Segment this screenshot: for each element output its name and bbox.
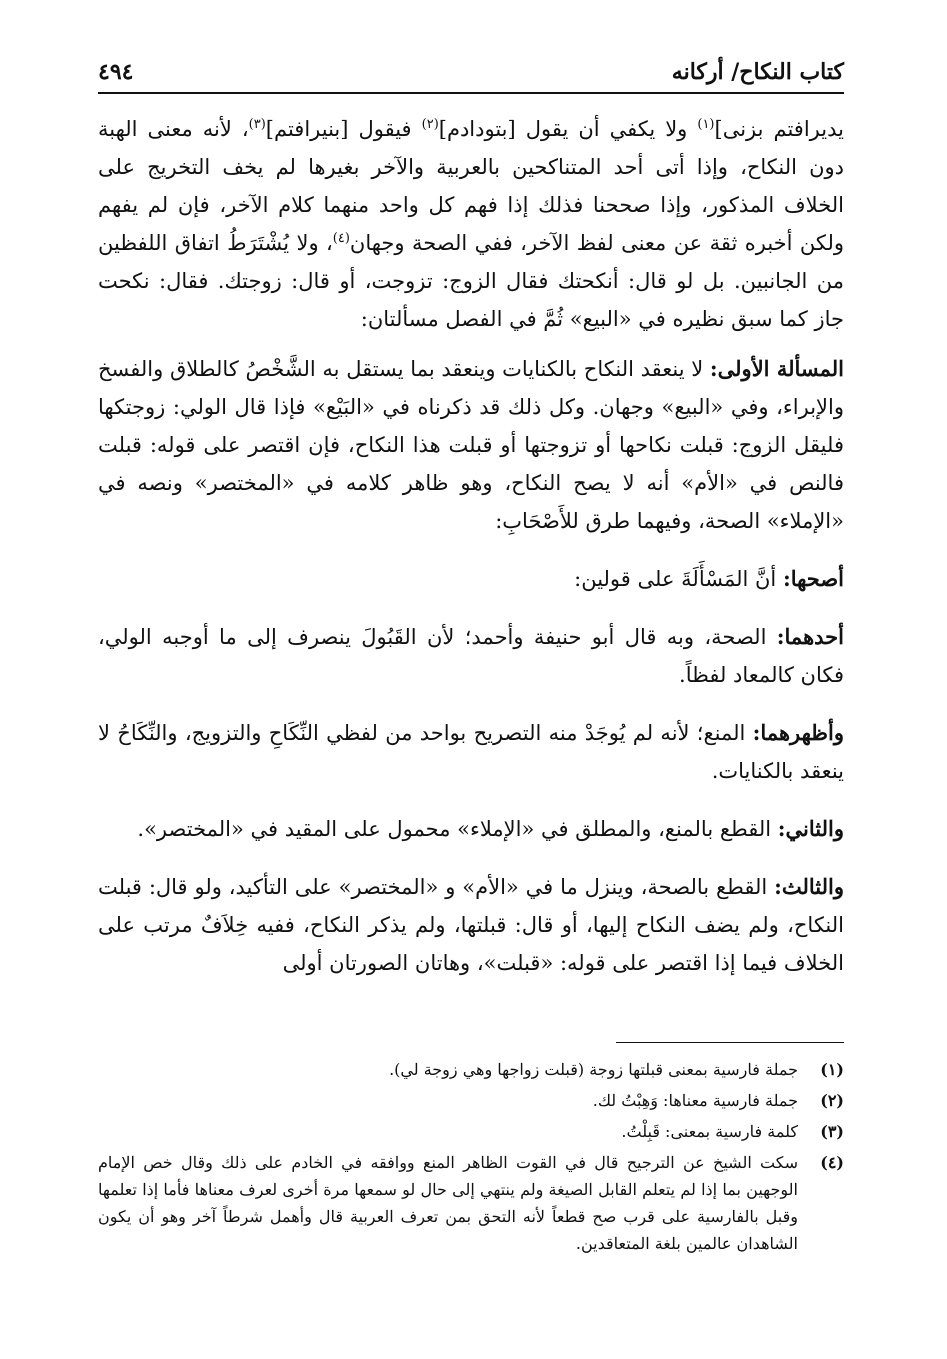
text-run: ولا يكفي أن يقول [بتودادم] [438, 117, 698, 141]
paragraph-prevailing-opinion [98, 714, 844, 790]
paragraph-third-way [98, 868, 844, 982]
footnote [98, 1118, 844, 1145]
running-header [98, 52, 844, 94]
footnote [98, 1087, 844, 1114]
paragraph-label: وأظهرهما: [752, 720, 844, 745]
paragraph-first-opinion [98, 618, 844, 694]
footnote-number: (٤) [820, 1153, 844, 1172]
paragraph-text: القطع بالمنع، والمطلق في «الإملاء» محمول على المقيد في «المختصر». [137, 817, 778, 841]
main-text [98, 110, 844, 1002]
footnote-ref: (٣) [248, 117, 266, 132]
chapter-title: كتاب النكاح/ أركانه [671, 59, 844, 85]
footnote [98, 1149, 844, 1257]
paragraph-first-issue [98, 350, 844, 540]
text-run: ، لأنه معنى الهبة دون النكاح، وإذا أتى أحد المتناكحين بالعربية والآخر بغيرها لم يخف التخريج على الخلاف المذكور، وإذا صححنا فذلك إذا فهم كل واحد منهما كلام الآخر، فإن لم يفهم ولكن أخبره ثقة عن معنى لفظ الآخر، ففي الصحة وجهان [98, 117, 844, 255]
text-run: فيقول [بنيرافتم] [265, 117, 422, 141]
paragraph-label: أصحها: [782, 566, 844, 591]
page-number: ٤٩٤ [98, 59, 134, 85]
paragraph-text: الصحة، وبه قال أبو حنيفة وأحمد؛ لأن القَبُولَ ينصرف إلى ما أوجبه الولي، فكان كالمعاد لفظاً. [98, 625, 844, 687]
paragraph-label: أحدهما: [776, 624, 844, 649]
footnote-text: جملة فارسية معناها: وَهِبْتُ لك. [592, 1091, 798, 1110]
footnote-number: (٣) [820, 1122, 844, 1141]
paragraph-soundest [98, 560, 844, 598]
paragraph-intro [98, 110, 844, 338]
paragraph-text: المنع؛ لأنه لم يُوجَدْ منه التصريح بواحد من لفظي النِّكَاحِ والتزويج، والنِّكَاحُ لا ينعقد بالكنايات. [98, 721, 844, 783]
paragraph-text: لا ينعقد النكاح بالكنايات وينعقد بما يستقل به الشَّخْصُ كالطلاق والفسخ والإبراء، وفي «البيع» وجهان. وكل ذلك قد ذكرناه في «البَيْع» فإذا قال الولي: زوجتكها فليقل الزوج: قبلت نكاحها أو تزوجتها أو قبلت هذا النكاح، فإن اقتصر على قوله: قبلت فالنص في «الأم» أنه لا يصح النكاح، وهو ظاهر كلامه في «المختصر» ونصه في «الإملاء» الصحة، وفيهما طرق للأَصْحَابِ: [98, 357, 844, 533]
footnote-number: (٢) [820, 1091, 844, 1110]
paragraph-label: والثاني: [777, 816, 844, 841]
paragraph-label: المسألة الأولى: [709, 356, 844, 381]
footnote-number: (١) [820, 1060, 844, 1079]
footnotes [98, 1056, 844, 1261]
text-run: ، ولا يُشْتَرَطُ اتفاق اللفظين من الجانبين. بل لو قال: أنكحتك فقال الزوج: تزوجت، أو قال: زوجتك. فقال: نكحت جاز كما سبق نظيره في «البيع» ثُمَّ في الفصل مسألتان: [98, 231, 844, 331]
footnote-ref: (٤) [332, 231, 350, 246]
footnote-ref: (٢) [421, 117, 439, 132]
footnote-ref: (١) [697, 117, 715, 132]
text-run: يديرافتم بزنى] [714, 117, 844, 141]
paragraph-text: أنَّ المَسْأَلَةَ على قولين: [574, 567, 783, 591]
footnote-text: كلمة فارسية بمعنى: قَبِلْتُ. [621, 1122, 798, 1141]
paragraph-text: القطع بالصحة، وينزل ما في «الأم» و «المختصر» على التأكيد، ولو قال: قبلت النكاح، ولم يضف النكاح إليها، أو قال: قبلتها، ولم يذكر النكاح، ففيه خِلاَفٌ مرتب على الخلاف فيما إذا اقتصر على قوله: «قبلت»، وهاتان الصورتان أولى [98, 875, 844, 975]
paragraph-second-way [98, 810, 844, 848]
footnote-text: جملة فارسية بمعنى قبلتها زوجة (قبلت زواجها وهي زوجة لي). [389, 1060, 798, 1079]
paragraph-label: والثالث: [774, 874, 844, 899]
footnote [98, 1056, 844, 1083]
footnote-divider [616, 1042, 844, 1043]
footnote-text: سكت الشيخ عن الترجيح قال في القوت الظاهر المنع ووافقه في الخادم على ذلك وقال خص الإمام الوجهين بما إذا لم يتعلم القابل الصيغة ولم ينتهي إلى حال لو سمعها مرة أخرى لعرف معناها فأما إذا تعلمها وقبل بالفارسية على قرب صح قطعاً لأنه التحق بمن تعرف العربية قال وأهمل شرطاً آخر وهو أن يكون الشاهدان عالمين بلغة المتعاقدين. [98, 1153, 798, 1253]
